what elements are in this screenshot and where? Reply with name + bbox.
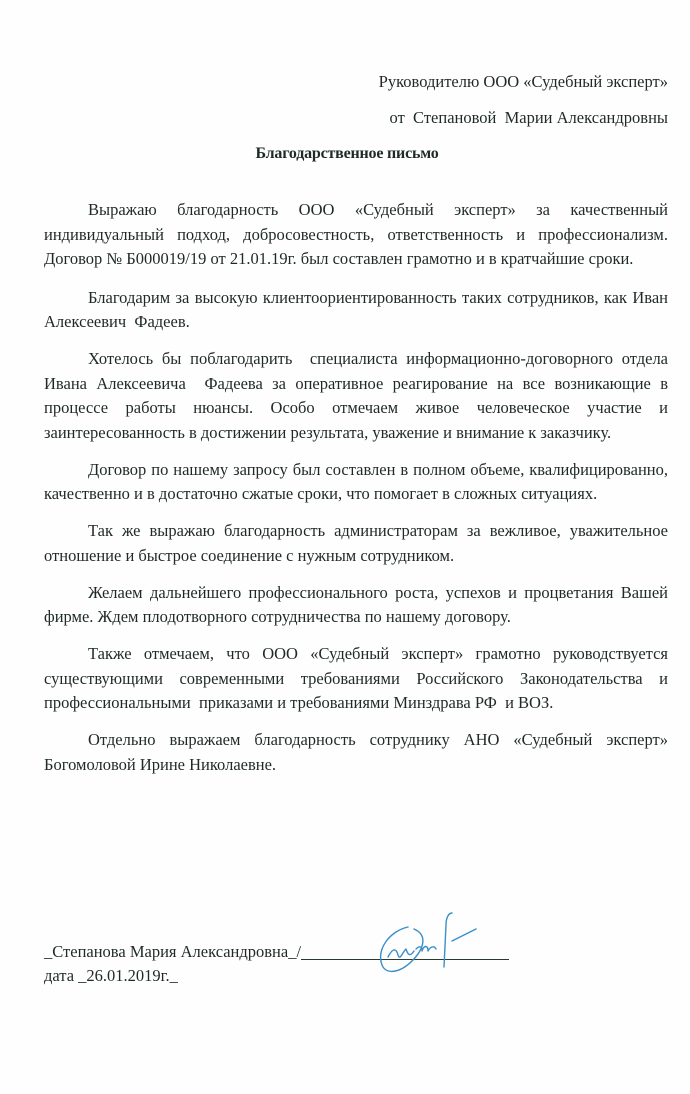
- paragraph-2: Благодарим за высокую клиентоориентированность таких сотрудников, как Иван Алексеевич Фадеев.: [44, 287, 673, 331]
- handwritten-signature-icon: [368, 905, 518, 985]
- paragraph-3: Хотелось бы поблагодарить специалиста информационно-договорного отдела Ивана Алексеевича Фадеева за оперативное реагирование на все возникающие в процессе работы нюансы. Особо отмечаем живое человеческое участие и заинтересованность в достижении результата, уважение и внимание к заказчику.: [44, 349, 673, 442]
- paragraph-7: Также отмечаем, что ООО «Судебный эксперт» грамотно руководствуется существующими современными требованиями Российского Законодательства и профессиональными приказами и требованиями Минздрава РФ и ВОЗ.: [44, 644, 673, 712]
- paragraph-5: Так же выражаю благодарность администраторам за вежливое, уважительное отношение и быстрое соединение с нужным сотрудником.: [44, 521, 673, 565]
- sender-line: от Степановой Марии Александровны: [389, 108, 668, 127]
- letter-title: Благодарственное письмо: [255, 145, 439, 162]
- addressee-line: Руководителю ООО «Судебный эксперт»: [378, 72, 668, 91]
- paragraph-4: Договор по нашему запросу был составлен в полном объеме, квалифицированно, качественно и в достаточно сжатые сроки, что помогает в сложных ситуациях.: [44, 459, 673, 503]
- signature-date: дата _26.01.2019г._: [44, 966, 178, 985]
- paragraph-1: Выражаю благодарность ООО «Судебный эксперт» за качественный индивидуальный подход, добросовестность, ответственность и профессионализм. Договор № Б000019/19 от 21.01.19г. был составлен грамотно и в кратчайшие сроки.: [44, 200, 673, 268]
- letter-body: [44, 198, 673, 790]
- paragraph-6: Желаем дальнейшего профессионального роста, успехов и процветания Вашей фирме. Ждем плодотворного сотрудничества по нашему договору.: [44, 582, 673, 626]
- paragraph-8: Отдельно выражаем благодарность сотруднику АНО «Судебный эксперт» Богомоловой Ирине Николаевне.: [44, 730, 673, 774]
- signer-name: _Степанова Мария Александровна_/: [44, 942, 302, 961]
